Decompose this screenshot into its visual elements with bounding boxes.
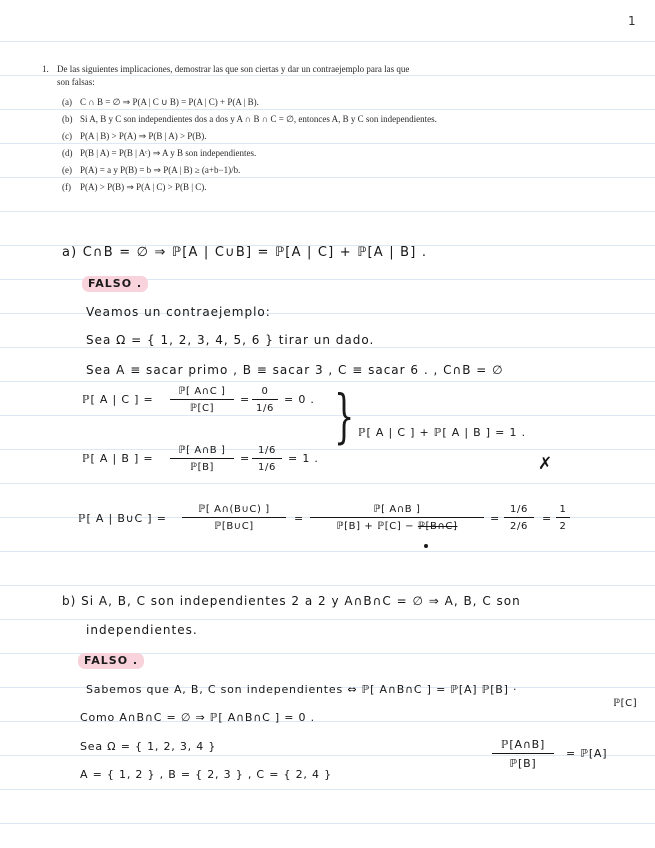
fraction-denominator: 1/6	[256, 403, 274, 414]
problem-item	[62, 131, 207, 142]
problem-item-text: P(A | B) > P(A) ⇒ P(B | A) > P(B).	[80, 131, 207, 141]
fraction-numerator: 1/6	[252, 445, 282, 459]
fraction-numerator: ℙ[ A∩B ]	[170, 445, 234, 459]
struck-term: ℙ[B∩C]	[417, 521, 458, 532]
problem-item	[62, 165, 240, 176]
page-number: 1	[628, 14, 636, 28]
formula-result: = 0 .	[284, 393, 315, 406]
fraction-denominator: 1/6	[258, 462, 276, 473]
fraction-denominator: ℙ[C]	[189, 403, 215, 414]
solution-a-sample-space: Sea Ω = { 1, 2, 3, 4, 5, 6 } tirar un dado.	[86, 333, 375, 347]
fraction	[182, 504, 286, 532]
solution-b-sample-space: Sea Ω = { 1, 2, 3, 4 }	[80, 740, 217, 753]
problem-item	[62, 182, 207, 193]
fraction-denominator: ℙ[B]	[189, 462, 215, 473]
fraction	[252, 386, 278, 414]
curly-brace-icon: }	[334, 382, 355, 450]
equals-sign: =	[542, 512, 553, 525]
formula-result: = ℙ[A]	[566, 747, 608, 760]
equals-sign: =	[240, 452, 251, 465]
sum-result: ℙ[ A | C ] + ℙ[ A | B ] = 1 .	[358, 426, 526, 439]
fraction-numerator: ℙ[ A∩(B∪C) ]	[182, 504, 286, 518]
fraction-numerator: ℙ[ A∩C ]	[170, 386, 234, 400]
problem-item	[62, 148, 256, 159]
fraction-denominator: ℙ[B∪C]	[214, 521, 254, 532]
fraction	[252, 445, 282, 473]
problem-item	[62, 114, 437, 125]
problem-item-text: P(A) = a y P(B) = b ⇒ P(A | B) ≥ (a+b−1)/b.	[80, 165, 241, 175]
fraction-numerator: ℙ[A∩B]	[492, 738, 554, 754]
fraction-numerator: 1	[556, 504, 570, 518]
problem-item-text: P(A) > P(B) ⇒ P(A | C) > P(B | C).	[80, 182, 207, 192]
solution-b-header: b) Si A, B, C son independientes 2 a 2 y A∩B∩C = ∅ ⇒ A, B, C son	[62, 594, 521, 608]
fraction-numerator: 1/6	[504, 504, 534, 518]
denominator-part: ℙ[B] + ℙ[C] −	[336, 521, 418, 532]
fraction-denominator: ℙ[B]	[509, 757, 537, 770]
problem-intro-line2: son falsas:	[57, 77, 95, 87]
formula-lhs: ℙ[ A | C ] =	[82, 393, 154, 406]
problem-item-label: (f)	[62, 182, 71, 192]
cross-mark-icon: ✗	[538, 454, 553, 474]
fraction-denominator	[310, 518, 484, 532]
equals-sign: =	[240, 393, 251, 406]
fraction	[492, 738, 554, 770]
problem-number: 1.	[42, 64, 49, 74]
fraction	[170, 445, 234, 473]
solution-a-events: Sea A ≡ sacar primo , B ≡ sacar 3 , C ≡ sacar 6 . , C∩B = ∅	[86, 363, 504, 377]
fraction-denominator: 2/6	[510, 521, 528, 532]
problem-item	[62, 97, 259, 108]
fraction	[310, 504, 484, 532]
problem-intro-line1: De las siguientes implicaciones, demostrar las que son ciertas y dar un contraejemplo para las que	[57, 64, 410, 74]
solution-b-know-tail: ℙ[C]	[613, 698, 638, 709]
fraction-denominator: 2	[559, 521, 567, 532]
fraction	[170, 386, 234, 414]
problem-item-label: (b)	[62, 114, 73, 124]
solution-b-header-cont: independientes.	[86, 623, 198, 637]
problem-item-label: (d)	[62, 148, 73, 158]
problem-item-label: (a)	[62, 97, 72, 107]
fraction-numerator: 0	[252, 386, 278, 400]
problem-item-text: P(B | A) = P(B | Aᶜ) ⇒ A y B son independientes.	[80, 148, 257, 158]
dot-mark-icon	[424, 544, 428, 548]
equals-sign: =	[490, 512, 501, 525]
problem-item-text: C ∩ B = ∅ ⇒ P(A | C ∪ B) = P(A | C) + P(A | B).	[80, 97, 259, 107]
verdict-badge: FALSO .	[82, 276, 148, 292]
formula-result: = 1 .	[288, 452, 319, 465]
verdict-badge: FALSO .	[78, 653, 144, 669]
formula-lhs: ℙ[ A | B ] =	[82, 452, 154, 465]
solution-b-know: Sabemos que A, B, C son independientes ⇔ ℙ[ A∩B∩C ] = ℙ[A] ℙ[B] ·	[86, 683, 518, 696]
equals-sign: =	[294, 512, 305, 525]
problem-item-label: (c)	[62, 131, 72, 141]
problem-item-label: (e)	[62, 165, 72, 175]
fraction-numerator: ℙ[ A∩B ]	[310, 504, 484, 518]
solution-b-sets: A = { 1, 2 } , B = { 2, 3 } , C = { 2, 4 }	[80, 768, 332, 781]
solution-a-header: a) C∩B = ∅ ⇒ ℙ[A | C∪B] = ℙ[A | C] + ℙ[A | B] .	[62, 245, 428, 260]
solution-b-como: Como A∩B∩C = ∅ ⇒ ℙ[ A∩B∩C ] = 0 .	[80, 711, 315, 724]
fraction	[556, 504, 570, 532]
fraction	[504, 504, 534, 532]
formula-lhs: ℙ[ A | B∪C ] =	[78, 512, 167, 525]
problem-item-text: Si A, B y C son independientes dos a dos y A ∩ B ∩ C = ∅, entonces A, B y C son independientes.	[80, 114, 437, 124]
solution-a-intro: Veamos un contraejemplo:	[86, 305, 271, 319]
